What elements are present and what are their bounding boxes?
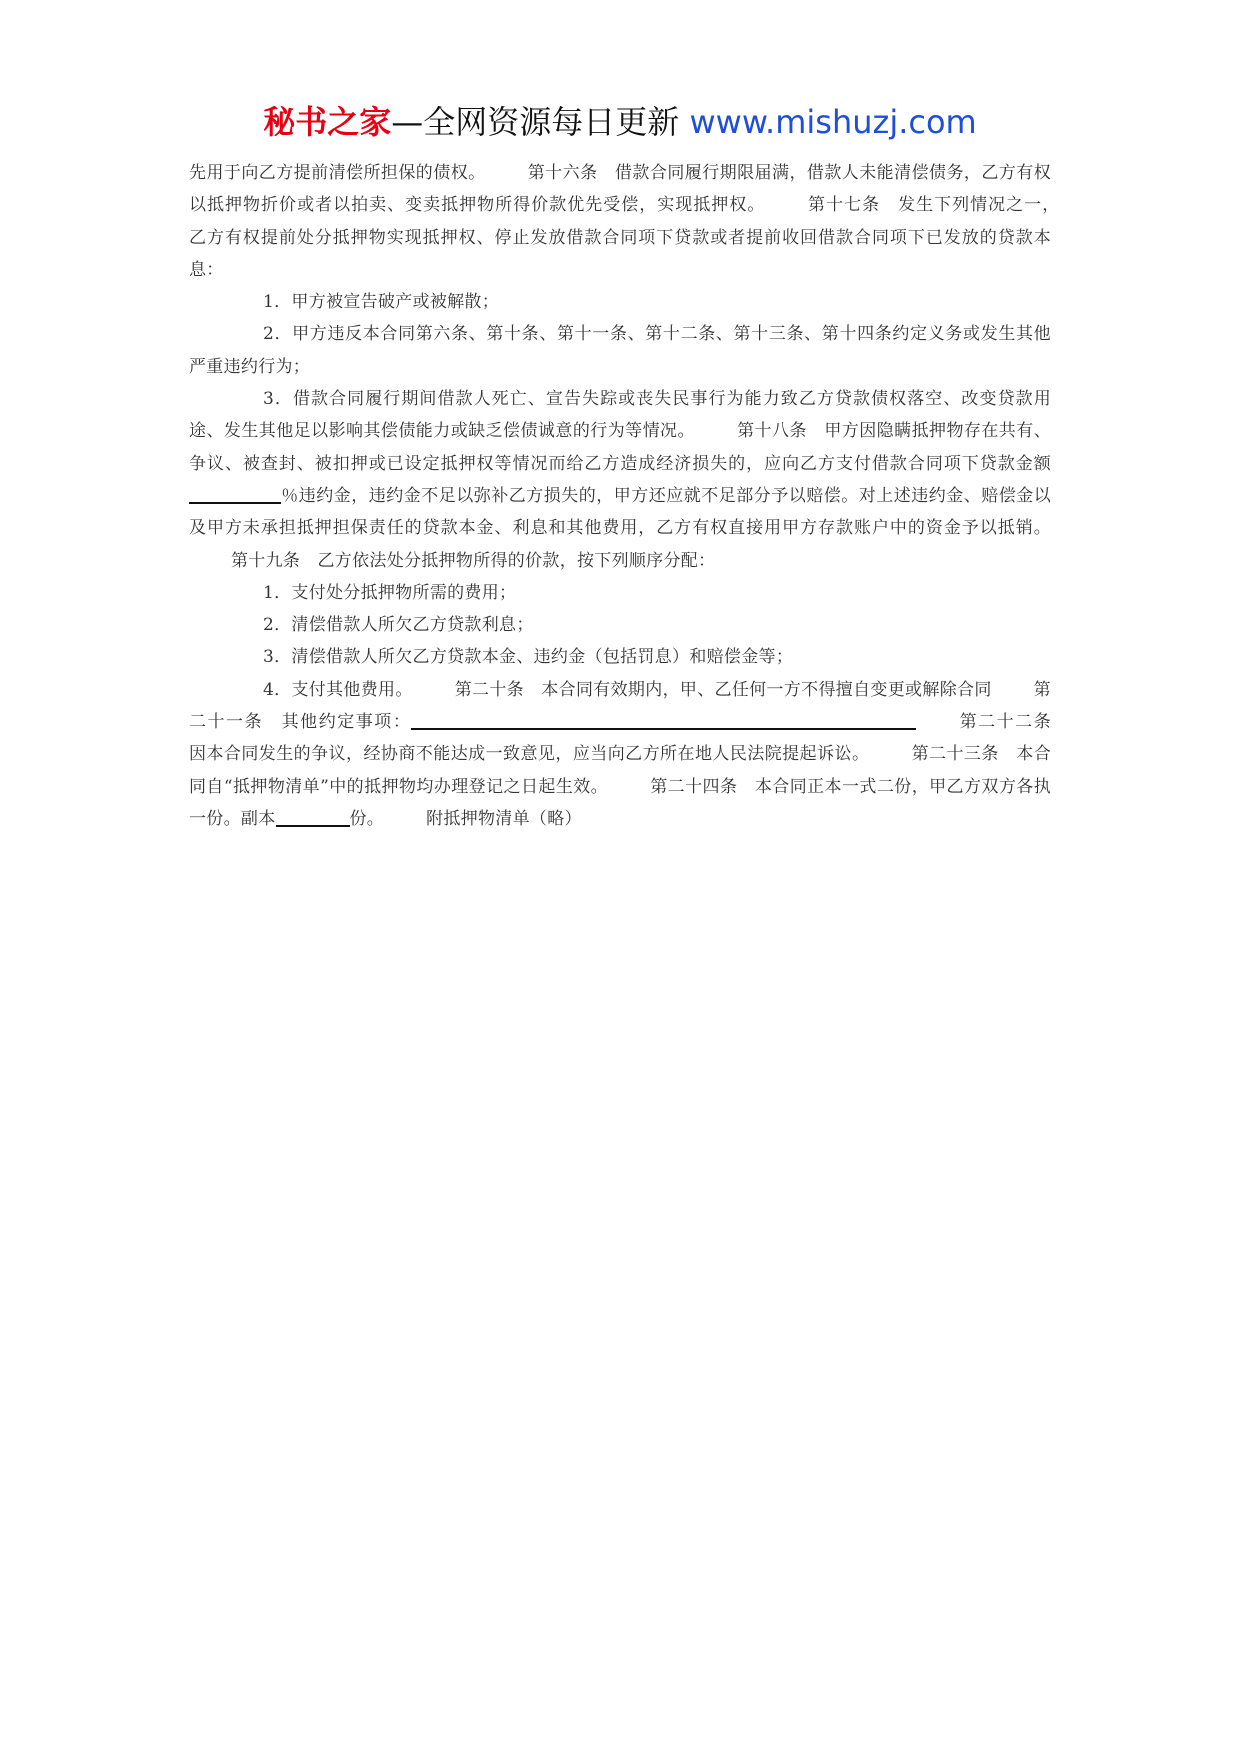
attachment-note: 附抵押物清单（略） bbox=[426, 808, 582, 829]
list-item bbox=[189, 674, 1069, 835]
article-21: 第二十一条 其他约定事项： bbox=[189, 679, 1051, 733]
header-brand: 秘书之家 bbox=[263, 103, 392, 141]
list-item-text: 4．支付其他费用。 bbox=[263, 679, 413, 700]
text-segment: 先用于向乙方提前清偿所担保的债权。 bbox=[189, 163, 486, 183]
document-body bbox=[189, 157, 1069, 835]
blank-field bbox=[276, 808, 350, 827]
paragraph-articles-16-17 bbox=[189, 157, 1069, 286]
list-item-text: 3．清偿借款人所欠乙方贷款本金、违约金（包括罚息）和赔偿金等； bbox=[263, 647, 794, 668]
header-slogan: —全网资源每日更新 bbox=[391, 103, 680, 141]
list-item bbox=[189, 286, 1051, 318]
list-item-text: 3．借款合同履行期间借款人死亡、宣告失踪或丧失民事行为能力致乙方贷款债权落空、改变贷款用途、发生其他足以影响其偿债能力或缺乏偿债诚意的行为等情况。 bbox=[189, 389, 1051, 442]
list-item-text: 1．支付处分抵押物所需的费用； bbox=[263, 582, 517, 603]
header-url: www.mishuzj.com bbox=[689, 103, 977, 141]
article-19: 第十九条 乙方依法处分抵押物所得的价款，按下列顺序分配： bbox=[231, 550, 716, 571]
article-20: 第二十条 本合同有效期内，甲、乙任何一方不得擅自变更或解除合同 bbox=[454, 679, 992, 700]
article-18: 第十八条 甲方因隐瞒抵押物存在共有、争议、被查封、被扣押或已设定抵押权等情况而给乙方造成经济损失的，应向乙方支付借款合同项下贷款金额 bbox=[189, 421, 1051, 474]
list-item bbox=[189, 609, 1051, 641]
list-item-text: 1．甲方被宣告破产或被解散； bbox=[263, 292, 500, 313]
list-item-text: 2．甲方违反本合同第六条、第十条、第十一条、第十二条、第十三条、第十四条约定义务或发生其他严重违约行为； bbox=[189, 324, 1051, 377]
list-item bbox=[189, 577, 1051, 609]
list-item bbox=[189, 318, 1051, 383]
article-17: 第十七条 发生下列情况之一， 乙方有权提前处分抵押物实现抵押权、停止发放借款合同项下贷款或者提前收回借款合同项下已发放的贷款本息： bbox=[189, 195, 1069, 280]
site-header bbox=[0, 98, 1240, 146]
blank-field bbox=[189, 485, 281, 504]
article-23: 第二十三条 本合同自“抵押物清单”中的抵押物均办理登记之日起生效。 bbox=[189, 744, 1051, 797]
article-16: 第十六条 借款合同履行期限届满，借款人未能清偿债务，乙方有权以抵押物折价或者以拍卖、变卖抵押物所得价款优先受偿，实现抵押权。 bbox=[189, 163, 1051, 216]
article-24-cont: 份。 bbox=[349, 808, 385, 829]
list-item-text: 2．清偿借款人所欠乙方贷款利息； bbox=[263, 615, 534, 636]
blank-field bbox=[411, 711, 916, 730]
article-24: 第二十四条 本合同正本一式二份，甲乙方双方各执一份。副本 bbox=[189, 776, 1051, 829]
article-18-cont: ％违约金，违约金不足以弥补乙方损失的，甲方还应就不足部分予以赔偿。对上述违约金、赔偿金以及甲方未承担抵押担保责任的贷款本金、利息和其他费用，乙方有权直接用甲方存款账户中的资金予以抵销。 bbox=[189, 485, 1051, 539]
article-22: 第二十二条 因本合同发生的争议，经协商不能达成一致意见，应当向乙方所在地人民法院提起诉讼。 bbox=[189, 712, 1069, 765]
list-item bbox=[189, 641, 1051, 673]
list-item bbox=[189, 383, 1051, 577]
